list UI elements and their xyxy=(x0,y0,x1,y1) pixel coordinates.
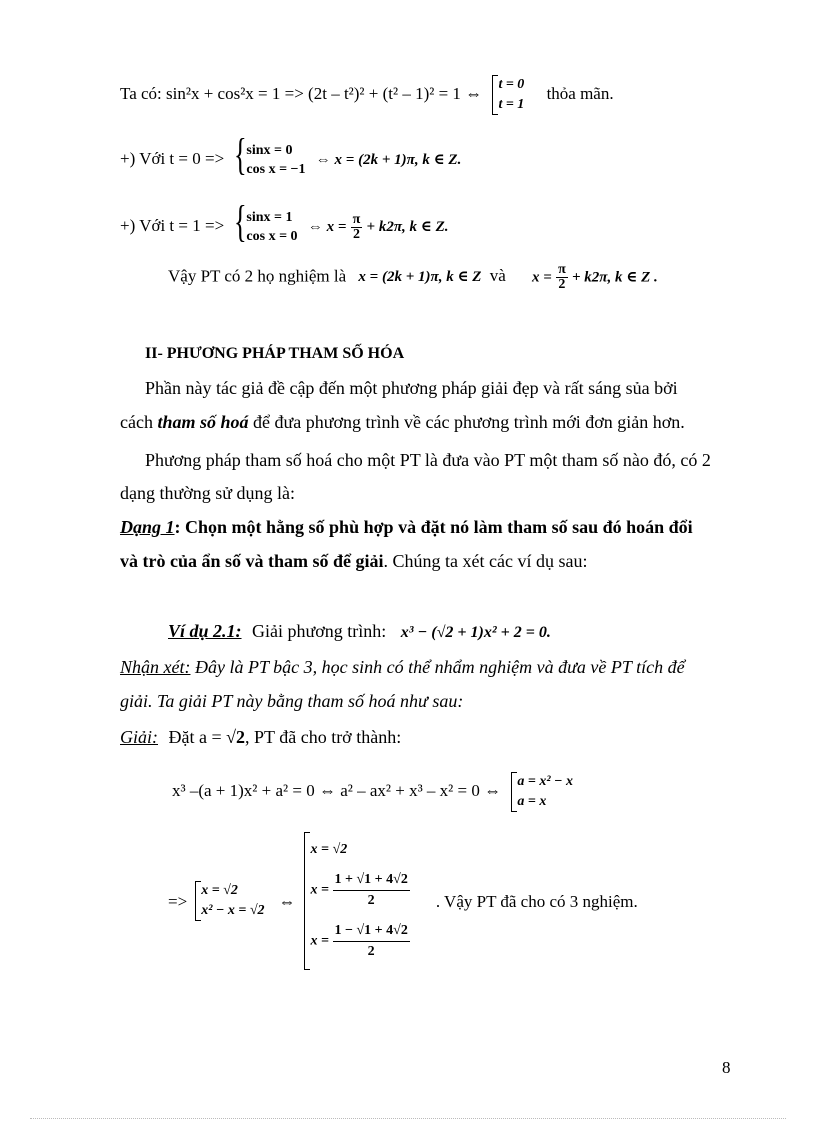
line4-lead: Vậy PT có 2 họ nghiệm là xyxy=(168,266,347,286)
remark-text-a: Đây là PT bậc 3, học sinh có thể nhẩm nghiệm và đưa về PT tích để xyxy=(190,657,685,677)
line4-sol2-b: + k2π, k ∈ Z . xyxy=(572,269,658,286)
dang1-text-c: . Chúng ta xét các ví dụ sau: xyxy=(383,551,588,571)
page-bottom-divider xyxy=(30,1118,786,1119)
frac-num: 1 − √1 + 4√2 xyxy=(333,921,410,942)
frac-num: π xyxy=(558,262,566,277)
fraction xyxy=(351,213,363,242)
bracket-row: a = x² − x xyxy=(517,774,574,789)
para1-emphasis: tham số hoá xyxy=(157,412,249,432)
eq-line xyxy=(172,772,573,812)
frac-num: 1 + √1 + 4√2 xyxy=(333,870,410,891)
line3-tail-b: + k2π, k ∈ Z. xyxy=(366,218,449,235)
final-iff: ⇔ xyxy=(278,891,296,911)
para2-line-a: Phương pháp tham số hoá cho một PT là đưa vào PT một tham số nào đó, có 2 xyxy=(145,450,711,470)
bracket-row: a = x xyxy=(517,794,547,809)
example-equation: x³ − (√2 + 1)x² + 2 = 0. xyxy=(400,624,551,641)
para1-line-b xyxy=(120,413,685,431)
line-1 xyxy=(120,75,614,115)
section-title: II- PHƯƠNG PHÁP THAM SỐ HÓA xyxy=(145,345,405,362)
line1-tail: thỏa mãn. xyxy=(546,83,614,103)
final-tail: . Vậy PT đã cho có 3 nghiệm. xyxy=(435,891,638,911)
example-label: Ví dụ 2.1: xyxy=(168,621,242,641)
frac-num: π xyxy=(352,211,361,227)
solution-sqrt2: √2 xyxy=(226,727,246,747)
dang1-line-a xyxy=(120,518,693,536)
fraction xyxy=(333,870,410,911)
solution-row xyxy=(311,870,410,911)
frac-den: 2 xyxy=(352,226,360,242)
line-3 xyxy=(120,197,449,246)
example-line xyxy=(168,622,551,641)
system-row: cos x = −1 xyxy=(246,162,306,177)
solution-row: x = √2 xyxy=(310,842,348,857)
frac-den: 2 xyxy=(367,893,375,908)
line-2 xyxy=(120,130,462,179)
final-block xyxy=(168,826,638,976)
fraction xyxy=(333,921,410,962)
frac-den: 2 xyxy=(558,277,566,292)
para2-line-b: dạng thường sử dụng là: xyxy=(120,483,296,503)
line-4 xyxy=(168,263,658,292)
para1-pre: cách xyxy=(120,412,153,432)
sol-lead: x = xyxy=(310,882,330,898)
line2-lead: +) Với t = 0 => xyxy=(120,148,225,168)
fraction xyxy=(556,263,568,292)
bracket-row: x = √2 xyxy=(201,883,238,898)
line4-sol2-a: x = xyxy=(532,269,552,286)
brace-icon: { xyxy=(234,197,248,246)
final-arrow: => xyxy=(168,891,188,911)
system-brace xyxy=(234,197,298,246)
bracket-x xyxy=(195,881,264,921)
dang1-label: Dạng 1 xyxy=(120,517,175,537)
para1-line-a: Phần này tác giả đề cập đến một phương pháp giải đẹp và rất sáng sủa bởi xyxy=(145,378,678,398)
line4-mid: và xyxy=(489,266,506,286)
system-row: sinx = 0 xyxy=(246,143,293,158)
solution-line xyxy=(120,728,401,746)
solution-label: Giải: xyxy=(120,727,158,747)
bracket-t xyxy=(492,75,524,115)
system-row: sinx = 1 xyxy=(246,210,293,225)
solution-row xyxy=(311,921,410,962)
para1-post: để đưa phương trình về các phương trình mới đơn giản hơn. xyxy=(253,412,685,432)
line1-lead: Ta có: sin²x + cos²x = 1 => (2t – t²)² + (t² – 1)² = 1 ⇔ xyxy=(120,83,483,103)
dang1-text-b: và trò của ẩn số và tham số để giải xyxy=(120,551,384,571)
bracket-row: x² − x = √2 xyxy=(201,903,265,918)
brace-icon: { xyxy=(234,130,248,179)
bracket-solutions xyxy=(304,832,410,970)
remark-line-b: giải. Ta giải PT này bằng tham số hoá như sau: xyxy=(120,691,464,711)
line2-tail: ⇔ x = (2k + 1)π, k ∈ Z. xyxy=(315,151,462,168)
eq-line-lead: x³ –(a + 1)x² + a² = 0 ⇔ a² – ax² + x³ – x² = 0 ⇔ xyxy=(172,780,502,800)
bracket-a xyxy=(511,772,573,812)
page-number: 8 xyxy=(722,1058,731,1077)
sol-lead: x = xyxy=(310,933,330,949)
bracket-row: t = 0 xyxy=(498,77,525,92)
line3-lead: +) Với t = 1 => xyxy=(120,215,225,235)
system-brace xyxy=(234,130,306,179)
dang1-line-b xyxy=(120,552,587,570)
line4-sol1: x = (2k + 1)π, k ∈ Z xyxy=(358,269,482,286)
dang1-text-a: : Chọn một hằng số phù hợp và đặt nó làm tham số sau đó hoán đổi xyxy=(174,517,693,537)
bracket-row: t = 1 xyxy=(498,97,525,112)
solution-text-a: Đặt a = xyxy=(168,727,222,747)
remark-label: Nhận xét: xyxy=(120,657,191,677)
example-text: Giải phương trình: xyxy=(252,621,387,641)
solution-text-b: , PT đã cho trở thành: xyxy=(245,727,402,747)
frac-den: 2 xyxy=(367,944,375,959)
system-row: cos x = 0 xyxy=(246,229,298,244)
remark-line-a xyxy=(120,658,685,676)
line3-tail-a: ⇔ x = xyxy=(307,218,347,235)
